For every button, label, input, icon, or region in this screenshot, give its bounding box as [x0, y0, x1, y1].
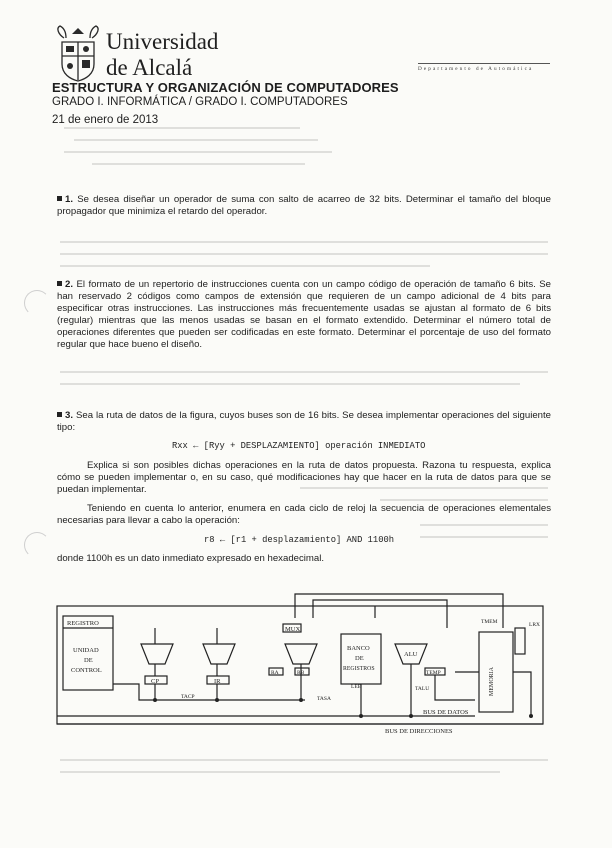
tmem-label: TMEM	[481, 619, 498, 625]
operation-example: r8 ← [r1 + desplazamiento] AND 1100h	[204, 535, 395, 545]
mux-label: MUX	[285, 626, 301, 633]
university-name-line2: de Alcalá	[106, 55, 193, 80]
university-crest-icon	[52, 24, 104, 82]
question-text: Sea la ruta de datos de la figura, cuyos buses son de 16 bits. Se desea implementar operaciones del siguiente tipo:	[57, 410, 552, 433]
control-unit-label-3: CONTROL	[71, 667, 102, 674]
register-bank-label-1: BANCO	[347, 645, 370, 652]
top-bus-line	[313, 600, 447, 628]
bullet-icon	[57, 196, 62, 201]
rb-label: RB	[297, 670, 305, 676]
lrx-label: LRX	[529, 622, 540, 628]
tacp-label: TACP	[181, 694, 195, 700]
datapath-diagram	[55, 588, 555, 740]
question-3-paragraph-3: donde 1100h es un dato inmediato expresado en hexadecimal.	[57, 553, 325, 564]
question-number: 2.	[65, 279, 74, 290]
data-bus-label: BUS DE DATOS	[423, 709, 469, 716]
question-3	[57, 410, 551, 434]
lrx-register	[515, 628, 525, 654]
ir-adder-shape	[203, 644, 235, 664]
question-3-paragraph-1: Explica si son posibles dichas operaciones en la ruta de datos propuesta. Razona tu respuesta, explica cómo se pueden implementar o, en su caso, qué modificaciones hay que hacer en la ruta de datos para que se puedan implementar.	[57, 460, 551, 495]
address-bus-label: BUS DE DIRECCIONES	[385, 728, 453, 735]
question-text: Se desea diseñar un operador de suma con salto de acarreo de 32 bits. Determinar el tamaño del bloque propagador que minimiza el retardo del operador.	[57, 194, 552, 217]
question-text: El formato de un repertorio de instrucciones cuenta con un campo código de operación de tamaño 6 bits. Se han reservado 2 códigos como campos de extensión que requieren de un campo adicional de 4 bits para especificar otras instrucciones. Las instrucciones más frecuentemente usadas se ajustan al formato de 6 bits (regular) mientras que las menos usadas se basan en el formato extendido. Determinar el número total de operaciones diferentes que pueden ser codificadas en este formato. Determinar el porcentaje de uso del formato regular que hace bueno el diseño.	[57, 279, 552, 350]
cp-label: CP	[151, 678, 159, 685]
ra-label: RA	[271, 670, 279, 676]
department-name: Departamento de Automática	[418, 66, 534, 72]
temp-label: TEMP	[426, 670, 441, 676]
control-unit-label-2: DE	[84, 657, 93, 664]
register-label: REGISTRO	[67, 620, 99, 627]
tasa-label: TASA	[317, 696, 331, 702]
lee-label: LEE	[351, 684, 362, 690]
punch-mark	[24, 290, 50, 316]
control-unit-label-1: UNIDAD	[73, 647, 99, 654]
question-2	[57, 279, 551, 351]
department-rule	[418, 63, 550, 64]
register-bank-label-3: REGISTROS	[343, 666, 375, 672]
question-1	[57, 194, 551, 218]
punch-mark	[24, 532, 50, 558]
university-name-line1: Universidad	[106, 29, 219, 54]
cp-adder-shape	[141, 644, 173, 664]
talu-label: TALU	[415, 686, 430, 692]
register-bank-label-2: DE	[355, 655, 364, 662]
question-number: 3.	[65, 410, 74, 421]
memory-label: MEMORIA	[489, 666, 495, 696]
alu-label: ALU	[404, 651, 418, 658]
ir-label: IR	[214, 678, 221, 685]
exam-title: ESTRUCTURA Y ORGANIZACIÓN DE COMPUTADORES	[52, 80, 399, 95]
exam-subtitle: GRADO I. INFORMÁTICA / GRADO I. COMPUTADORES	[52, 96, 348, 108]
bullet-icon	[57, 412, 62, 417]
memory-box	[479, 632, 513, 712]
instruction-format: Rxx ← [Ryy + DESPLAZAMIENTO] operación INMEDIATO	[172, 441, 426, 451]
top-bus-line	[295, 594, 503, 628]
bullet-icon	[57, 281, 62, 286]
question-3-paragraph-2: Teniendo en cuenta lo anterior, enumera en cada ciclo de reloj la secuencia de operaciones elementales necesarias para llevar a cabo la operación:	[57, 503, 551, 526]
address-adder-shape	[285, 644, 317, 664]
question-number: 1.	[65, 194, 74, 205]
exam-date: 21 de enero de 2013	[52, 114, 159, 126]
